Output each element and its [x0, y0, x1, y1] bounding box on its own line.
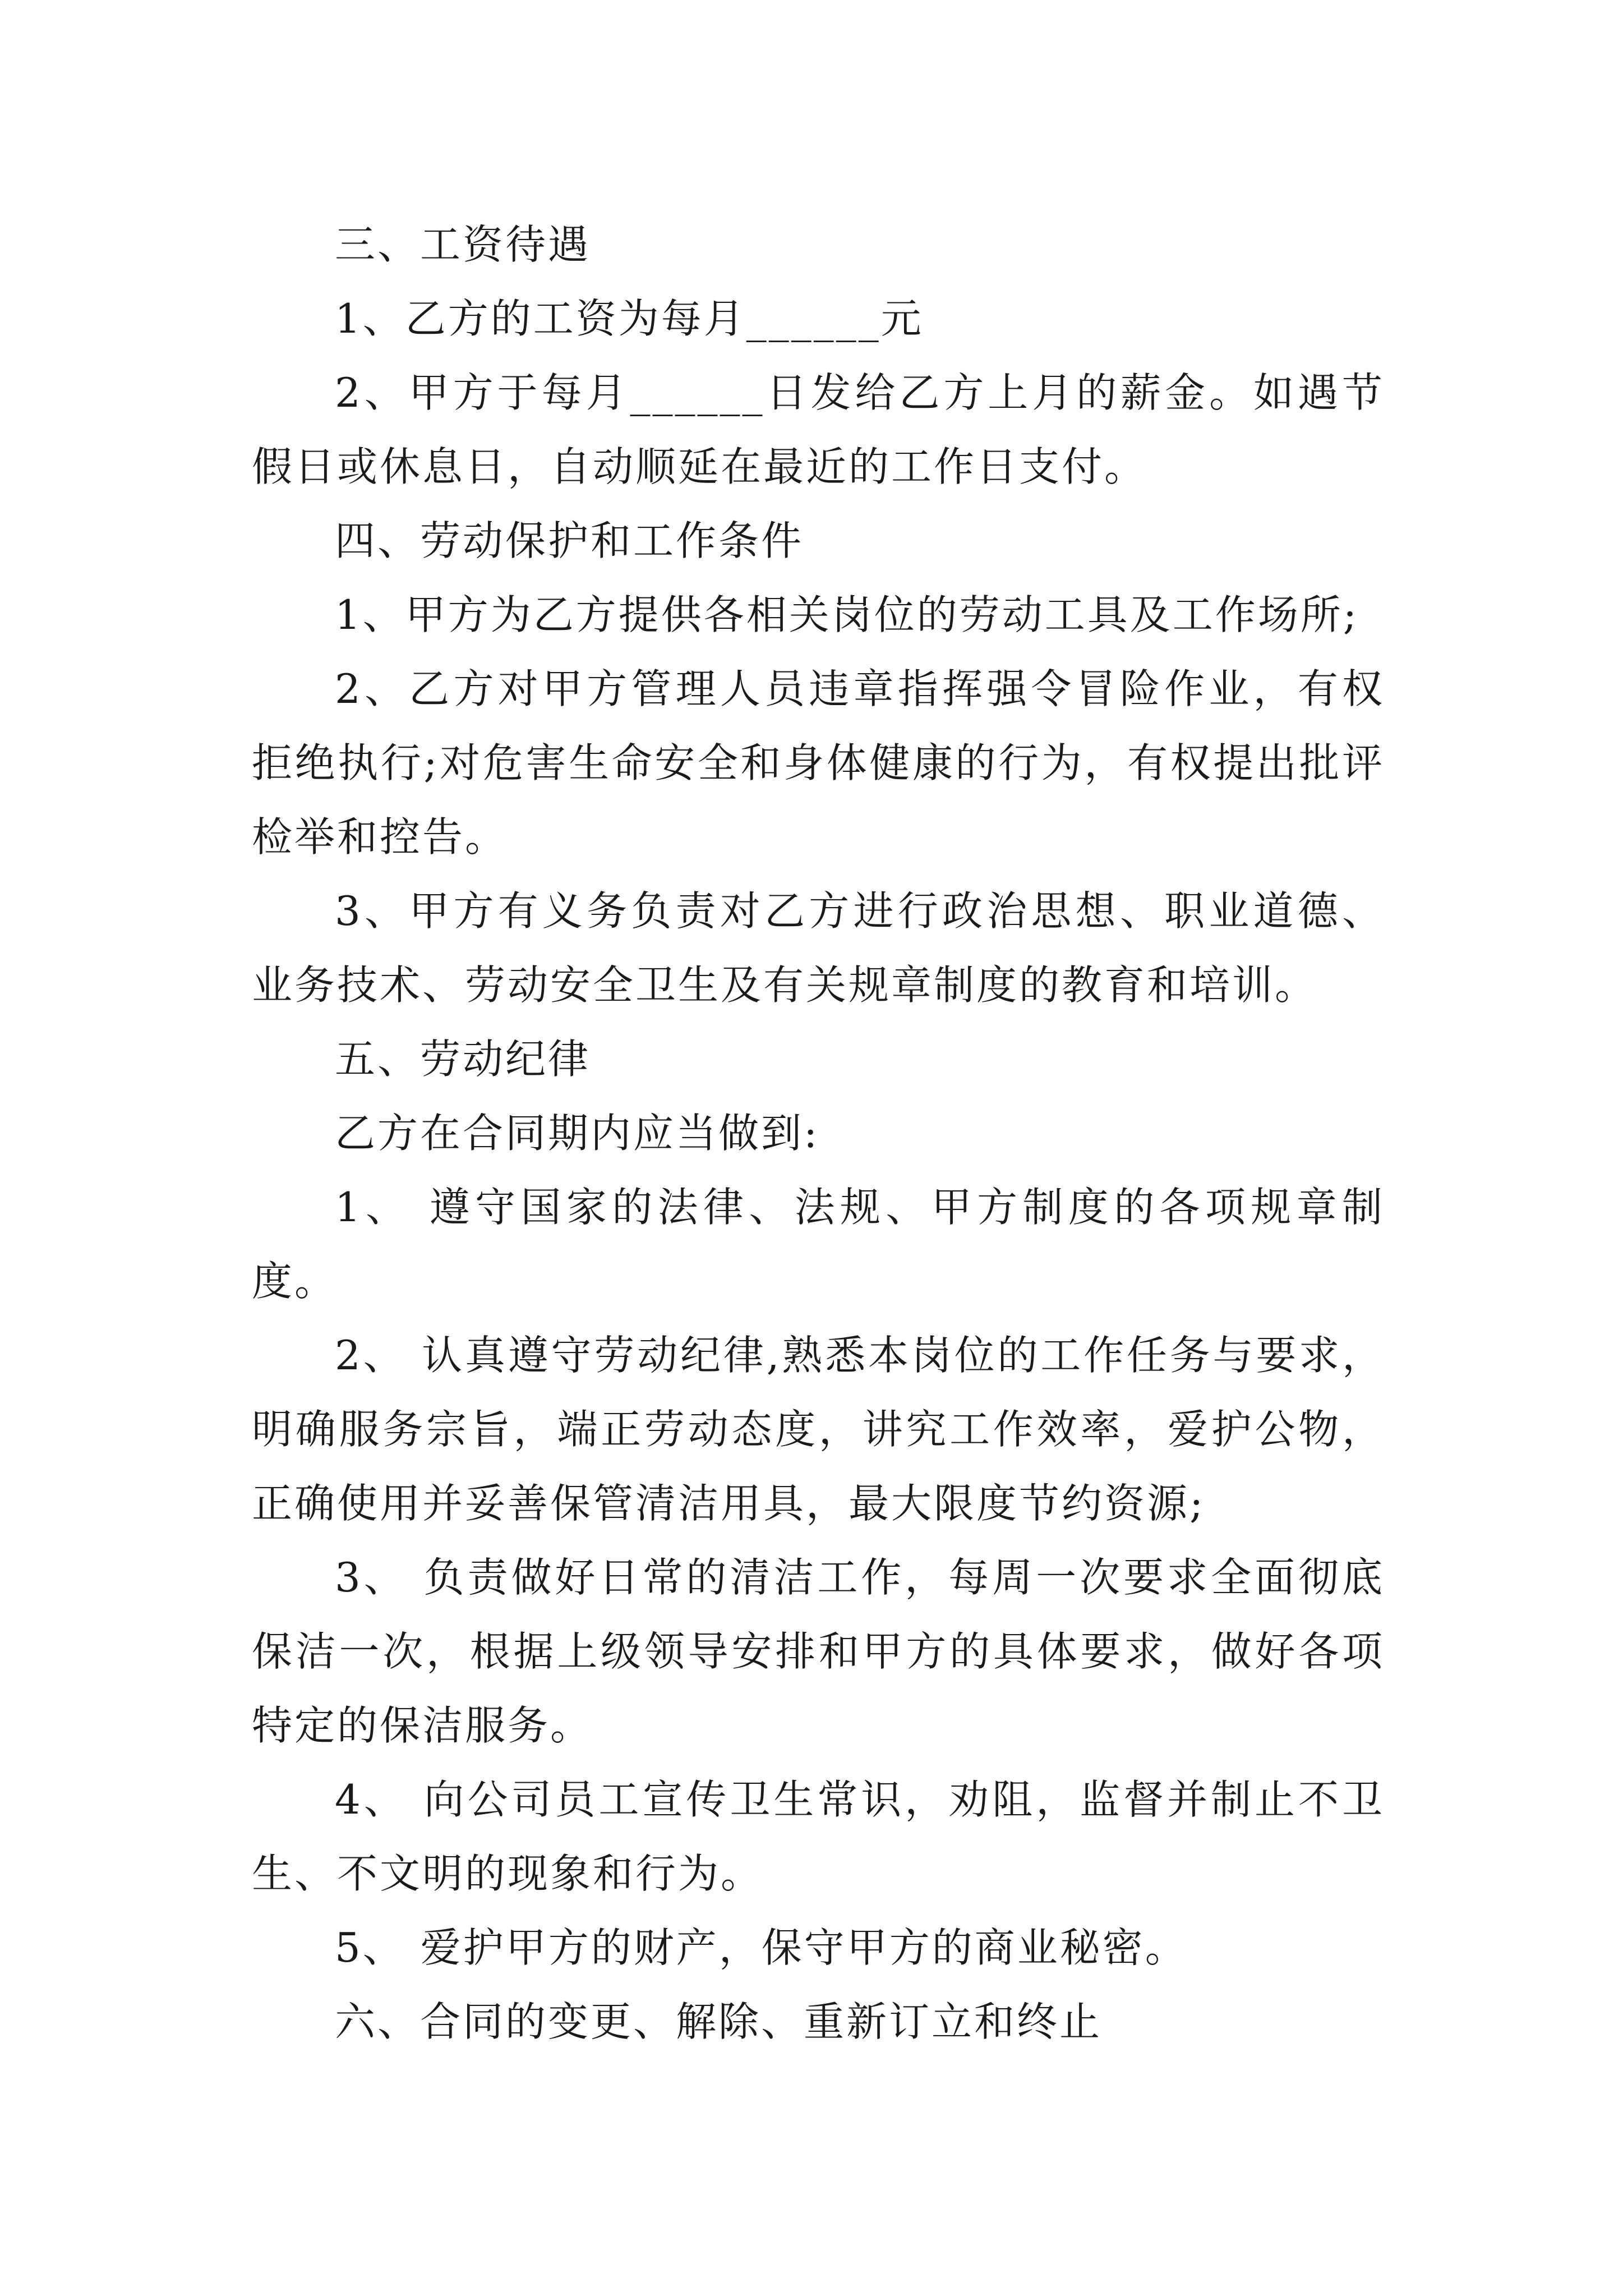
discipline-clause-4: 4、 向公司员工宣传卫生常识，劝阻，监督并制止不卫生、不文明的现象和行为。 — [252, 1776, 1385, 1897]
discipline-intro: 乙方在合同期内应当做到: — [335, 1110, 820, 1157]
section-heading-labor-protection: 四、劳动保护和工作条件 — [335, 517, 804, 564]
discipline-clause-3: 3、 负责做好日常的清洁工作，每周一次要求全面彻底保洁一次，根据上级领导安排和甲方的具体要求，做好各项特定的保洁服务。 — [252, 1554, 1385, 1749]
wages-clause-1: 1、乙方的工资为每月______元 — [335, 295, 924, 342]
section-heading-contract-changes: 六、合同的变更、解除、重新订立和终止 — [335, 1998, 1103, 2045]
document-body — [252, 208, 1385, 2059]
discipline-clause-2: 2、 认真遵守劳动纪律,熟悉本岗位的工作任务与要求，明确服务宗旨，端正劳动态度，讲究工作效率，爱护公物，正确使用并妥善保管清洁用具，最大限度节约资源; — [252, 1332, 1385, 1527]
section-heading-wages: 三、工资待遇 — [335, 221, 591, 268]
discipline-clause-1: 1、 遵守国家的法律、法规、甲方制度的各项规章制度。 — [252, 1184, 1385, 1305]
section-heading-labor-discipline: 五、劳动纪律 — [335, 1036, 591, 1083]
discipline-clause-5: 5、 爱护甲方的财产，保守甲方的商业秘密。 — [335, 1924, 1188, 1971]
wages-clause-2: 2、甲方于每月______日发给乙方上月的薪金。如遇节假日或休息日，自动顺延在最近的工作日支付。 — [252, 369, 1385, 490]
protection-clause-2: 2、乙方对甲方管理人员违章指挥强令冒险作业，有权拒绝执行;对危害生命安全和身体健康的行为，有权提出批评检举和控告。 — [252, 665, 1385, 861]
protection-clause-1: 1、甲方为乙方提供各相关岗位的劳动工具及工作场所; — [335, 591, 1359, 638]
protection-clause-3: 3、甲方有义务负责对乙方进行政治思想、职业道德、业务技术、劳动安全卫生及有关规章制度的教育和培训。 — [252, 887, 1385, 1009]
